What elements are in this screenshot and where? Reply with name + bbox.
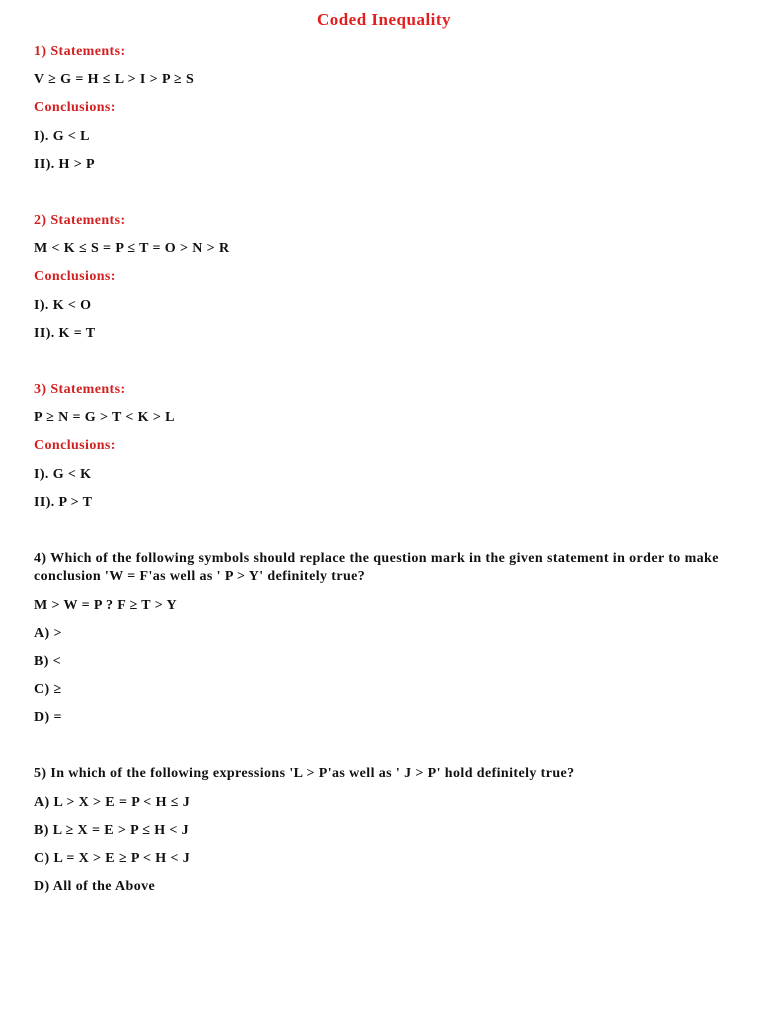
- page-title: Coded Inequality: [316, 10, 452, 29]
- q1-statement: V ≥ G = H ≤ L > I > P ≥ S: [34, 72, 195, 87]
- q4-statement: M > W = P ? F ≥ T > Y: [34, 598, 177, 613]
- q4-option-c: C) ≥: [34, 682, 62, 697]
- q2-conclusion-1: I). K < O: [34, 298, 92, 313]
- q1-heading: 1) Statements:: [34, 44, 126, 59]
- q4-question: 4) Which of the following symbols should replace the question mark in the given statement in order to make conclusion 'W = F'as well as ' P > Y' definitely true?: [34, 551, 719, 584]
- q5-option-d: D) All of the Above: [34, 879, 156, 894]
- q2-heading: 2) Statements:: [34, 213, 126, 228]
- q4-option-d: D) =: [34, 710, 62, 725]
- q4-option-b: B) <: [34, 654, 62, 669]
- q2-statement: M < K ≤ S = P ≤ T = O > N > R: [34, 241, 230, 256]
- q3-statement: P ≥ N = G > T < K > L: [34, 410, 175, 425]
- q3-heading: 3) Statements:: [34, 382, 126, 397]
- q5-option-a: A) L > X > E = P < H ≤ J: [34, 795, 191, 810]
- q3-conclusions-label: Conclusions:: [34, 438, 116, 453]
- q2-conclusions-label: Conclusions:: [34, 269, 116, 284]
- q1-conclusions-label: Conclusions:: [34, 100, 116, 115]
- q5-option-b: B) L ≥ X = E > P ≤ H < J: [34, 823, 190, 838]
- q3-conclusion-1: I). G < K: [34, 467, 92, 482]
- q2-conclusion-2: II). K = T: [34, 326, 96, 341]
- q5-question: 5) In which of the following expressions 'L > P'as well as ' J > P' hold definitely true?: [34, 766, 575, 781]
- q3-conclusion-2: II). P > T: [34, 495, 93, 510]
- q5-option-c: C) L = X > E ≥ P < H < J: [34, 851, 191, 866]
- q4-option-a: A) >: [34, 626, 62, 641]
- q1-conclusion-1: I). G < L: [34, 129, 90, 144]
- q1-conclusion-2: II). H > P: [34, 157, 95, 172]
